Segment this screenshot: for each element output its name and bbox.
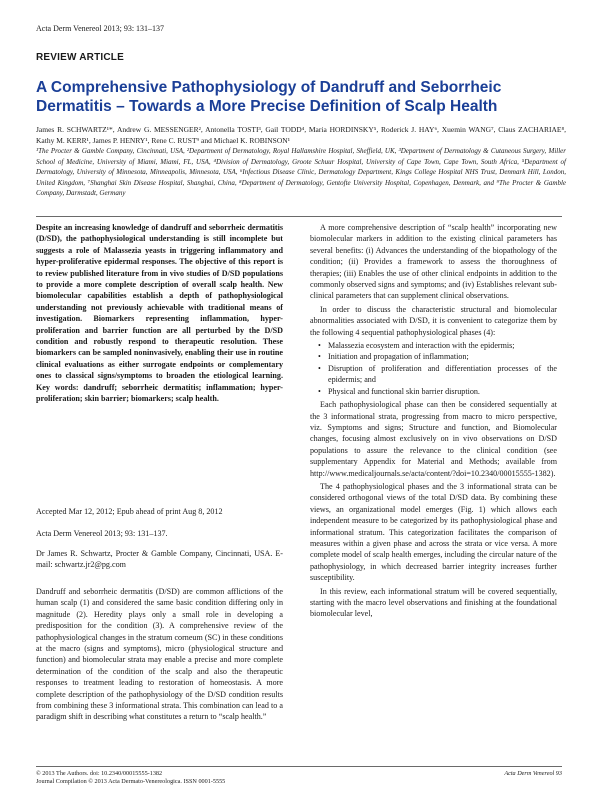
list-item: • Disruption of proliferation and differentiation processes of the epidermis; and [318,363,557,385]
paragraph-review: In this review, each informational stratum will be covered sequentially, starting with the macro level observations and finishing at the foundational biomolecular level, [310,586,557,619]
abstract [36,222,283,405]
correspondence: Dr James R. Schwartz, Procter & Gamble Company, Cincinnati, USA. E-mail: schwartz.jr2@pg.com [36,549,283,570]
page-footer [36,770,562,786]
header-divider [36,216,562,217]
footer-copyright: © 2013 The Authors. doi: 10.2340/00015555-1382 [36,770,163,777]
article-type: REVIEW ARTICLE [36,52,124,63]
list-item: • Initiation and propagation of inflammation; [318,352,469,362]
paragraph-benefits: A more comprehensive description of “scalp health” incorporating new biomolecular markers in addition to the existing clinical parameters has several benefits: (i) Advances the understanding of the biopathology of the condition; (ii) Provides a framework to assess the thoroughness of therapies; (iii) Enables the use of other clinical endpoints in addition to the commonly observed signs and symptoms; and (iv) Establishes relevant sub-clinical parameters that can supplement clinical observations. [310,223,557,301]
intro-paragraph: Dandruff and seborrheic dermatitis (D/SD) are common afflictions of the human scalp (1) and considered the same basic condition differing only in magnitude (2). Heredity plays only a small role in developing a predisposition for the condition (3). A comprehensive review of the pathophysiological changes in the stratum corneum (SC) in these conditions at the macro (signs and symptoms), micro (physiological structure and function) and biomolecular strata may enable a precise and more complete determination of the condition of the scalp and also the therapeutic responses to treatment leading to restoration of homeostasis. A more complete description of the pathophysiology of the D/SD condition results from combining these 3 informational strata. This combination can lead to a paradigm shift in describing what constitutes a return to “scalp health.” [36,587,283,722]
accepted-date: Accepted Mar 12, 2012; Epub ahead of print Aug 8, 2012 [36,507,223,516]
list-item: • Physical and functional skin barrier disruption. [318,386,480,396]
paragraph-model: The 4 pathophysiological phases and the 3 informational strata can be considered orthogonal views of the total D/SD data. By combining these views, an organizational model emerges (Fig. 1) which allows each independent measure to be categorized by its pathophysiological phase and informational stratum. This categorization facilitates the comparison of measures within a given phase and across the strata or vice versa. A more complete model of scalp health emerges, including the circular nature of the pathophysiology, in which decreased barrier integrity increases further susceptibility. [310,481,557,583]
phase-list [318,340,557,397]
footer-divider [36,766,562,767]
title-line-2: Dermatitis – Towards a More Precise Definition of Scalp Health [36,98,498,115]
article-title [36,78,566,116]
affiliations: ¹The Procter & Gamble Company, Cincinnati, USA, ²Department of Dermatology, Royal Hallamshire Hospital, Sheffield, UK, ³Department of Dermatology & Cutaneous Surgery, Miller School of Medicine, University of Miami, Miami, FL, USA, ⁴Division of Dermatology, Groote Schuur Hospital, University of Cape Town, Cape Town, South Africa, ⁵Department of Dermatology, University of Minnesota, Minneapolis, Minnesota, USA, ⁶Infectious Disease Clinic, Dermatology Department, Kings College Hospital NHS Trust, Denmark Hill, London, United Kingdom, ⁷Shanghai Skin Disease Hospital, Shanghai, China, ⁸Department of Dermatology, Gentofte University Hospital, Copenhagen, Denmark, and ⁹The Procter & Gamble Company, Darmstadt, Germany [36,147,566,198]
citation: Acta Derm Venereol 2013; 93: 131–137. [36,529,168,538]
footer-journal-name: Acta Derm Venereol 93 [504,770,562,777]
author-list: James R. SCHWARTZ¹*, Andrew G. MESSENGER², Antonella TOSTI³, Gail TODD⁴, Maria HORDINSKY⁵, Roderick J. HAY⁶, Xuemin WANG⁷, Claus ZACHARIAE⁸, Kathy M. KERR¹, James P. HENRY¹, Rene C. RUST⁹ and Michael K. ROBINSON¹ [36,125,566,145]
title-line-1: A Comprehensive Pathophysiology of Dandruff and Seborrheic [36,79,502,96]
list-item: • Malassezia ecosystem and interaction with the epidermis; [318,341,515,351]
right-column [310,222,557,622]
running-head: Acta Derm Venereol 2013; 93: 131–137 [36,24,165,33]
abstract-text: Despite an increasing knowledge of dandruff and seborrheic dermatitis (D/SD), the pathophysiological understanding is still incomplete but suggests a role of Malassezia yeasts in triggering inflammatory and hyper-proliferative epidermal responses. The objective of this report is to review published literature from in vivo studies of D/SD populations to provide a more complete description of overall scalp health. New biomolecular capabilities establish a depth of pathophysiological understanding not previously achievable with traditional means of investigation. Biomarkers representing inflammation, hyper-proliferation and barrier function are all perturbed by the D/SD condition and robustly respond to therapeutic resolution. These biomarkers can be sampled noninvasively, enabling their use in routine clinical evaluations as either surrogate endpoints or complementary ones to classical signs/symptoms to broaden the etiological learning. Key words: dandruff; seborrheic dermatitis; inflammation; hyper-proliferation; skin barrier; biomarkers; scalp health. [36,223,283,404]
paragraph-phases: In order to discuss the characteristic structural and biomolecular abnormalities associated with D/SD, it is convenient to categorize them by the following 4 sequential pathophysiological phases (4): [310,304,557,337]
footer-journal: Journal Compilation © 2013 Acta Dermato-Venereologica. ISSN 0001-5555 [36,778,226,785]
paragraph-strata: Each pathophysiological phase can then be considered sequentially at the 3 informational strata, progressing from macro to micro perspective, viz. Symptoms and signs; Structure and function, and Biomolecular changes, focusing almost exclusively on in vivo observations on D/SD populations to assure the relevance to the clinical condition (see supplementary Appendix for Material and Methods; available from http://www.medicaljournals.se/acta/content/?doi=10.2340/00015555-1382). [310,400,557,478]
introduction [36,586,283,723]
